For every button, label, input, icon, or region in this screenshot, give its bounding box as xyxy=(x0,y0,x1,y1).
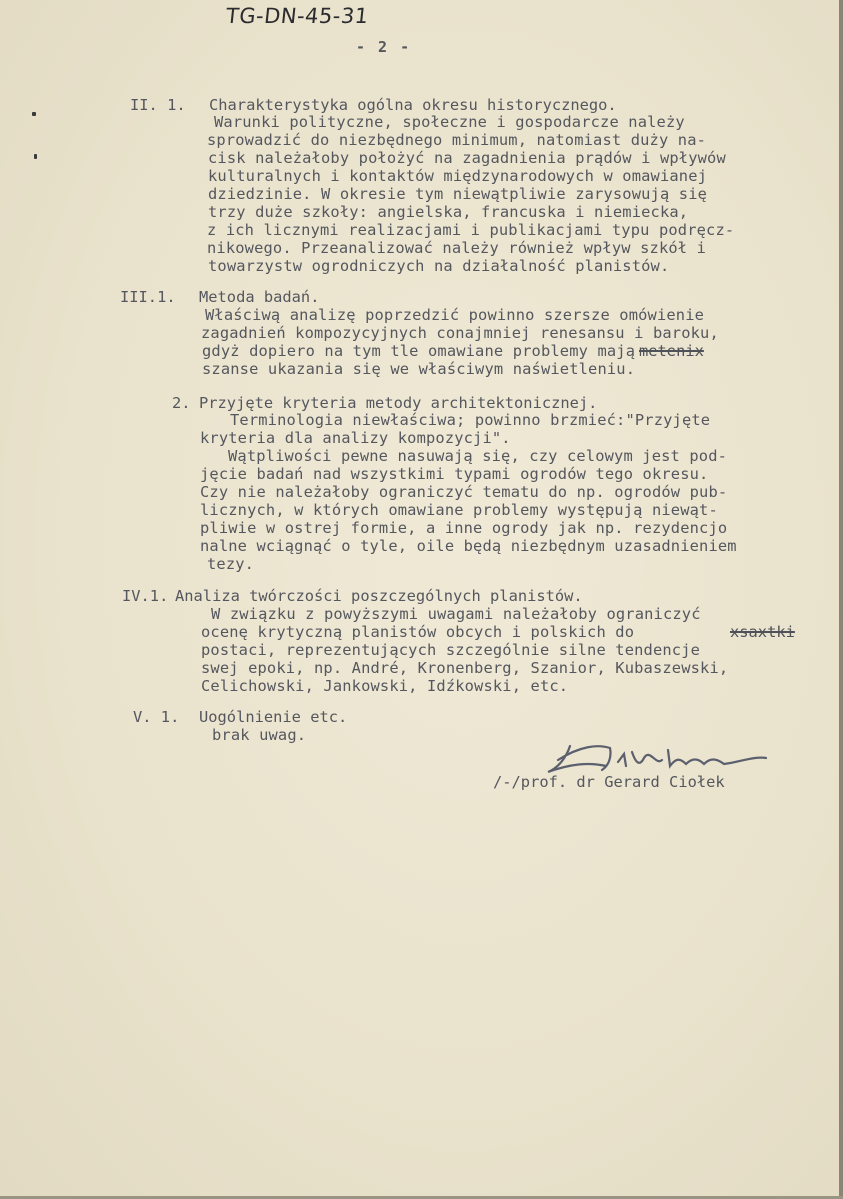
section-number: 2. xyxy=(172,394,191,412)
text-line: nikowego. Przeanalizować należy również wpływ szkół i xyxy=(207,239,707,257)
struck-word: xsaxtki xyxy=(730,623,795,641)
text-line: pliwie w ostrej formie, a inne ogrody jak np. rezydencjo xyxy=(200,519,728,537)
text-line: zagadnień kompozycyjnych conajmniej renesansu i baroku, xyxy=(201,324,719,342)
text-line: sprowadzić do niezbędnego minimum, natomiast duży na- xyxy=(207,131,707,149)
text-line: kulturalnych i kontaktów międzynarodowych w omawianej xyxy=(208,167,708,185)
section-number: III.1. xyxy=(120,288,176,306)
text-line: jęcie badań nad wszystkimi typami ogrodów tego okresu. xyxy=(200,465,709,483)
text-line: gdyż dopiero na tym tle omawiane problemy mają xyxy=(202,342,636,360)
text-line: dziedzinie. W okresie tym niewątpliwie zarysowują się xyxy=(208,185,708,203)
text-line: cisk należałoby położyć na zagadnienia prądów i wpływów xyxy=(208,149,726,167)
section-heading: Charakterystyka ogólna okresu historycznego. xyxy=(209,96,617,114)
text-line: swej epoki, np. André, Kronenberg, Szanior, Kubaszewski, xyxy=(201,659,729,677)
section-heading: Metoda badań. xyxy=(199,288,320,306)
text-line: Właściwą analizę poprzedzić powinno szersze omówienie xyxy=(205,306,705,324)
text-line: kryteria dla analizy kompozycji". xyxy=(200,429,511,447)
section-number: II. 1. xyxy=(130,96,186,114)
section-heading: Przyjęte kryteria metody architektonicznej. xyxy=(199,394,598,412)
archive-code: TG-DN-45-31 xyxy=(224,4,370,28)
page-edge-right xyxy=(839,0,843,1199)
text-line: Terminologia niewłaściwa; powinno brzmieć:"Przyjęte xyxy=(230,411,711,429)
text-line: Warunki polityczne, społeczne i gospodarcze należy xyxy=(214,113,685,131)
text-line: szanse ukazania się we właściwym naświetleniu. xyxy=(202,360,636,378)
margin-mark xyxy=(32,112,36,116)
text-line: z ich licznymi realizacjami i publikacjami typu podręcz- xyxy=(207,221,735,239)
section-heading: Uogólnienie etc. xyxy=(199,708,348,726)
text-line: nalne wciągnąć o tyle, oile będą niezbędnym uzasadnieniem xyxy=(200,537,737,555)
text-line: Celichowski, Jankowski, Idźkowski, etc. xyxy=(201,677,569,695)
text-line: ocenę krytyczną planistów obcych i polskich do xyxy=(201,623,635,641)
text-line: tezy. xyxy=(207,555,255,573)
struck-word: metenix xyxy=(639,342,704,360)
text-line: brak uwag. xyxy=(212,726,307,744)
text-line: Czy nie należałoby ograniczyć tematu do np. ogrodów pub- xyxy=(200,483,728,501)
text-line: Wątpliwości pewne nasuwają się, czy celowym jest pod- xyxy=(228,447,728,465)
text-line: trzy duże szkoły: angielska, francuska i niemiecka, xyxy=(208,203,689,221)
margin-mark xyxy=(34,154,37,159)
text-line: postaci, reprezentujących szczególnie silne tendencje xyxy=(201,641,701,659)
signature-name: /-/prof. dr Gerard Ciołek xyxy=(493,773,725,791)
section-number: IV.1. xyxy=(122,587,169,605)
text-line: towarzystw ogrodniczych na działalność planistów. xyxy=(208,257,670,275)
section-heading: Analiza twórczości poszczególnych planistów. xyxy=(175,587,583,605)
page-number: - 2 - xyxy=(356,38,412,56)
text-line: licznych, w których omawiane problemy występują niewąt- xyxy=(200,501,718,519)
text-line: W związku z powyższymi uwagami należałoby ograniczyć xyxy=(211,605,701,623)
section-number: V. 1. xyxy=(133,708,180,726)
